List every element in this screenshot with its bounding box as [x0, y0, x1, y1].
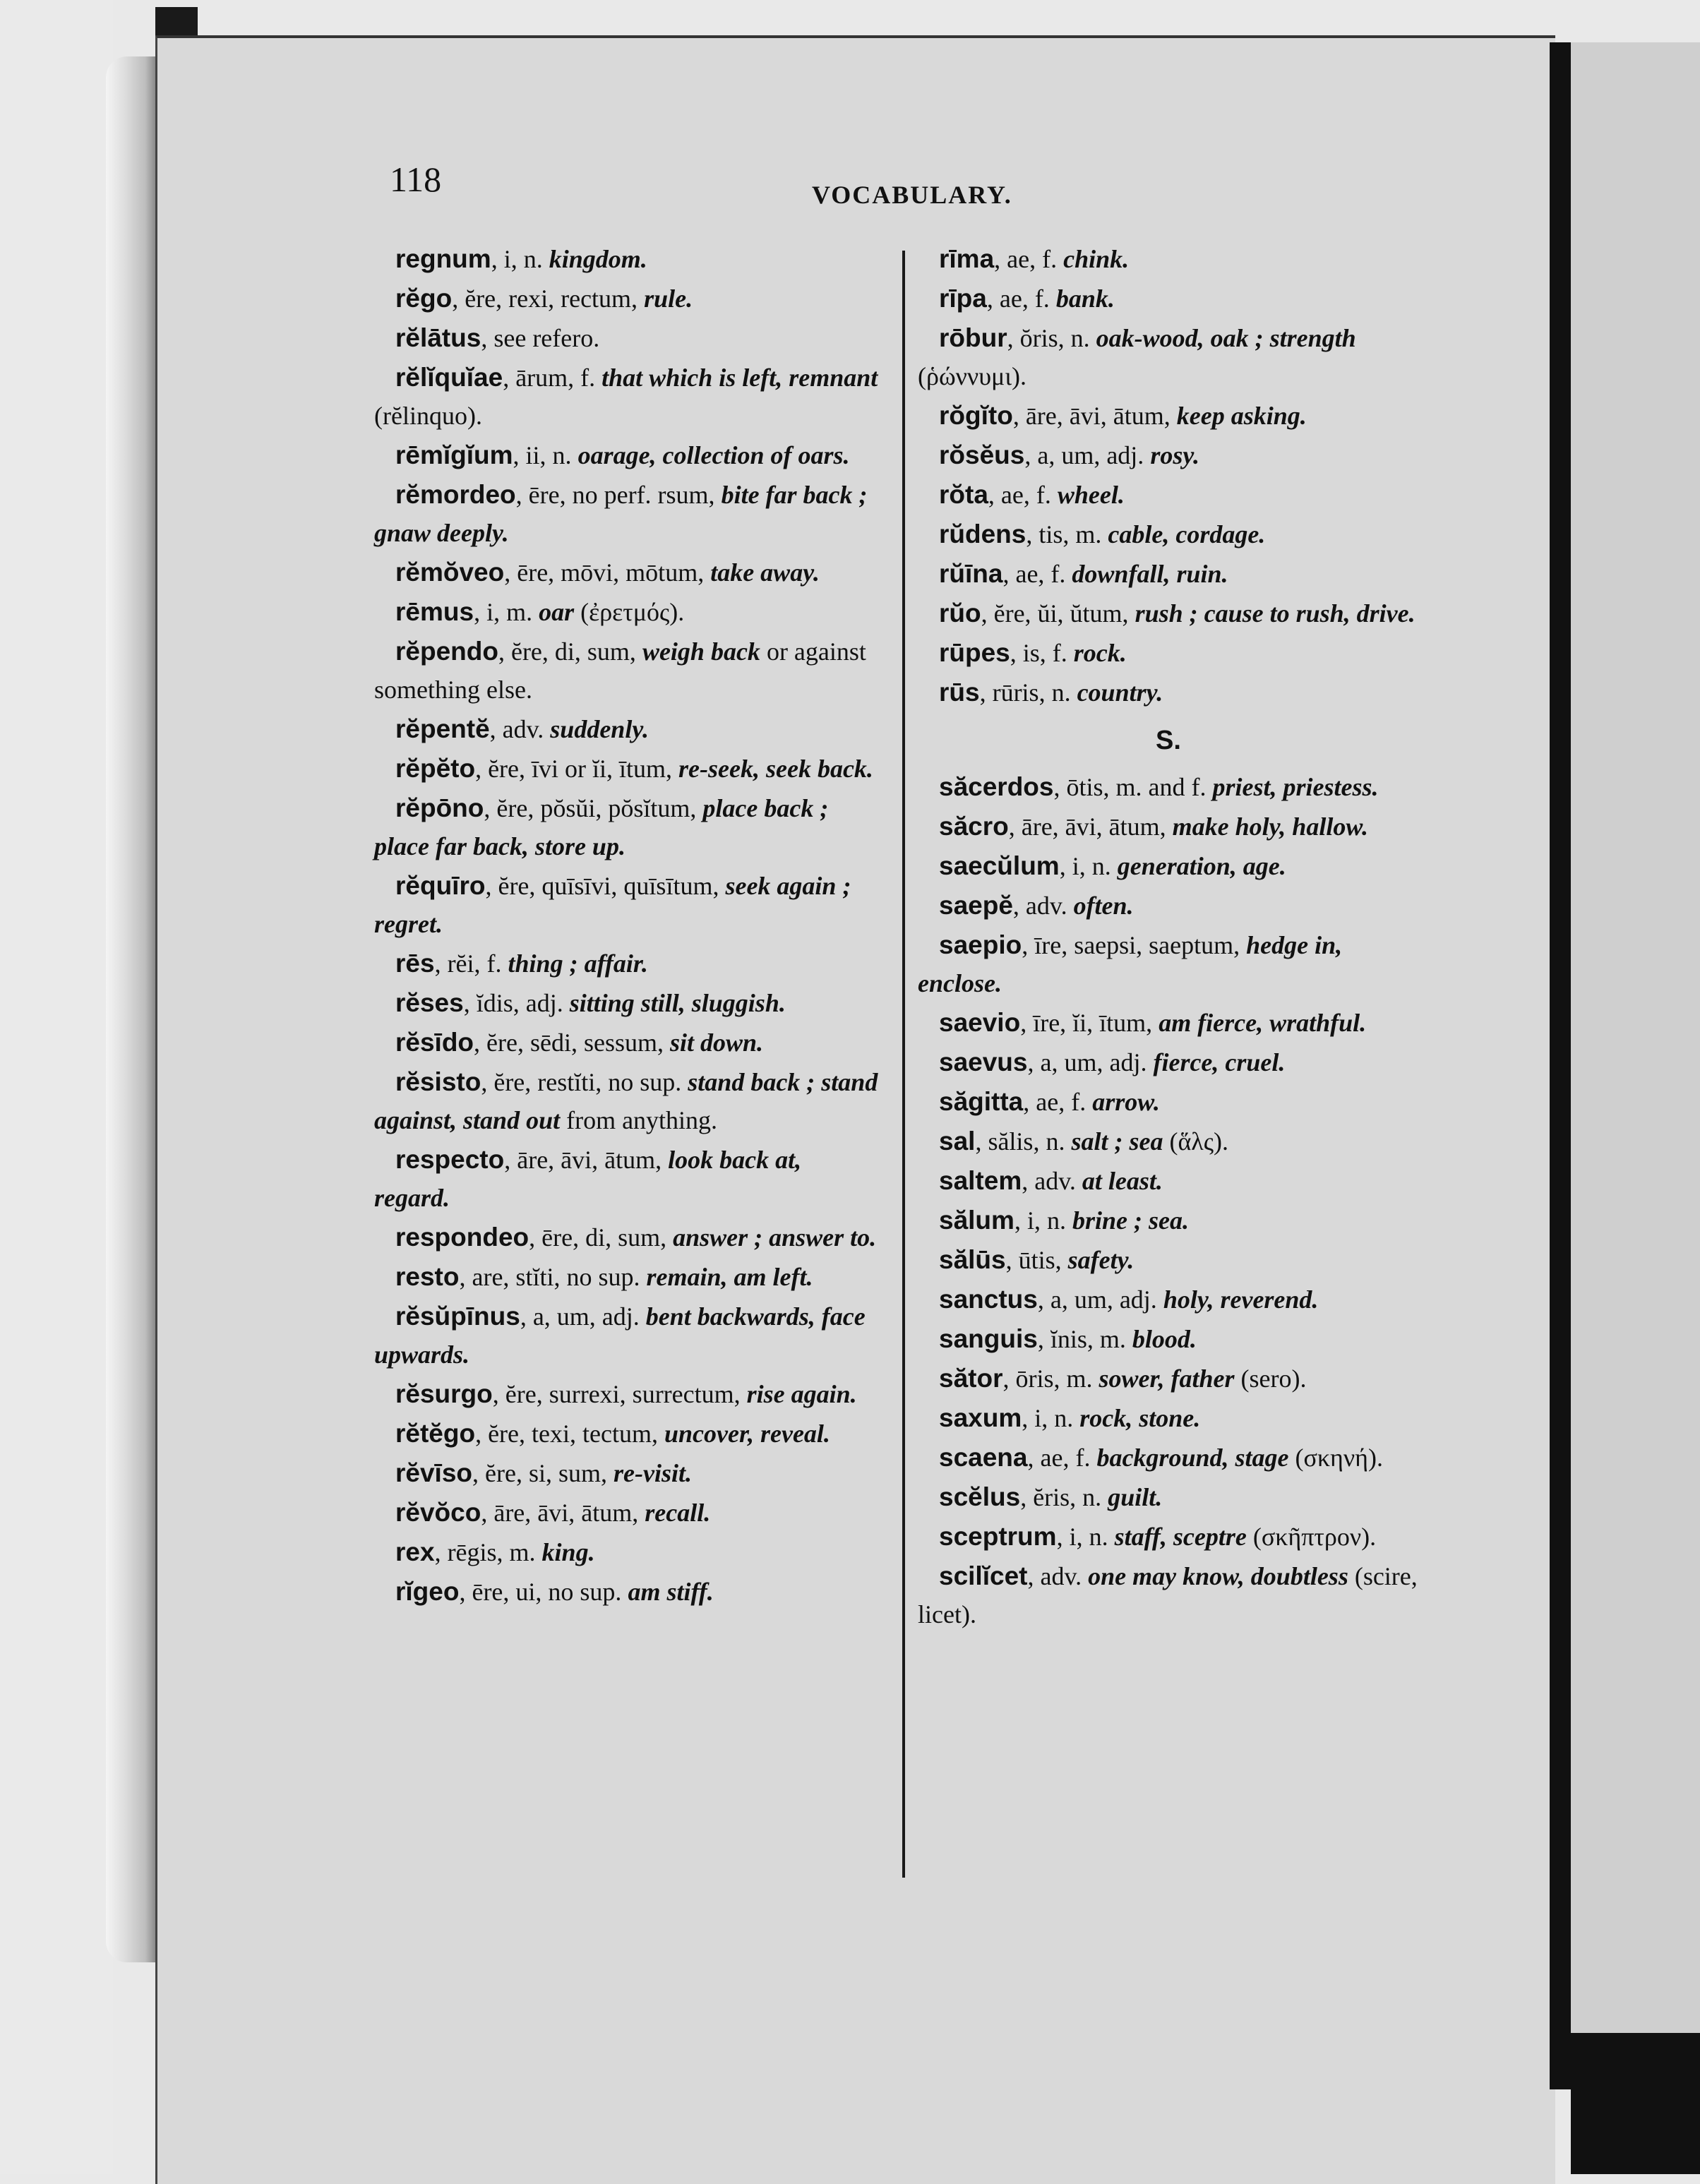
entry-headword: rŏgĭto: [939, 401, 1013, 430]
entry-definition: safety.: [1067, 1246, 1135, 1274]
entry-grammar: , ĕre, ŭi, ŭtum,: [981, 599, 1135, 628]
entry-definition: priest, priestess.: [1212, 773, 1379, 801]
vocab-entry: [374, 1024, 882, 1062]
entry-headword: sălum: [939, 1206, 1014, 1235]
vocab-entry: [918, 1201, 1419, 1240]
entry-grammar: , īre, ĭi, ītum,: [1020, 1009, 1159, 1037]
entry-headword: resto: [395, 1262, 460, 1291]
entry-grammar: , ārum, f.: [503, 364, 602, 392]
vocab-entry: [918, 1241, 1419, 1279]
entry-definition: make holy, hallow.: [1172, 812, 1369, 841]
entry-grammar: , ēre, ui, no sup.: [459, 1578, 628, 1606]
entry-headword: rĕses: [395, 988, 464, 1017]
entry-headword: săcro: [939, 812, 1009, 841]
entry-grammar: , ĕre, si, sum,: [472, 1459, 613, 1487]
entry-headword: saecŭlum: [939, 851, 1060, 880]
vocab-entry: [918, 280, 1419, 318]
entry-grammar: , see: [481, 324, 533, 352]
entry-grammar: , adv.: [489, 715, 551, 743]
vocab-entry: [918, 1320, 1419, 1358]
scan-corner-shadow: [1571, 2033, 1700, 2174]
entry-headword: respondeo: [395, 1223, 529, 1252]
entry-note: (ἅλς).: [1163, 1127, 1229, 1156]
entry-definition: hedge in, enclose.: [918, 931, 1343, 997]
vocab-entry: [918, 476, 1419, 514]
entry-headword: scĕlus: [939, 1482, 1021, 1511]
vocab-entry: [374, 1063, 882, 1139]
entry-note: (sero).: [1234, 1364, 1307, 1393]
entry-definition: seek again ; regret.: [374, 872, 851, 938]
vocab-entry: [918, 436, 1419, 474]
entry-definition: oarage, collection of oars.: [577, 441, 850, 469]
entry-headword: rīma: [939, 244, 995, 273]
book-binding-edge: [106, 56, 155, 1962]
vocab-entry: [918, 887, 1419, 925]
entry-grammar: , a, um, adj.: [1027, 1048, 1154, 1076]
entry-grammar: , a, um, adj.: [1037, 1285, 1163, 1314]
entry-definition: oak-wood, oak ; strength: [1096, 324, 1356, 352]
entry-grammar: , a, um, adj.: [1024, 441, 1151, 469]
vocab-entry: [918, 1360, 1419, 1398]
entry-definition: chink.: [1063, 245, 1130, 273]
entry-headword: rĕsīdo: [395, 1028, 474, 1057]
entry-headword: rĕpentĕ: [395, 714, 490, 743]
entry-definition: that which is left, remnant: [601, 364, 878, 392]
vocab-entry: [918, 1478, 1419, 1516]
entry-grammar: , ĕre, surrexi, surrectum,: [492, 1380, 747, 1408]
entry-headword: rĕsŭpīnus: [395, 1302, 520, 1331]
entry-headword: regnum: [395, 244, 491, 273]
entry-definition: brine ; sea.: [1072, 1206, 1189, 1235]
entry-definition: re-visit.: [613, 1459, 692, 1487]
entry-definition: bank.: [1055, 284, 1115, 313]
vocab-entry: [918, 847, 1419, 885]
entry-definition: stand back ; stand against, stand out: [374, 1068, 878, 1134]
entry-grammar: , ĕre, rexi, rectum,: [452, 284, 645, 313]
entry-grammar: , ōtis, m. and f.: [1053, 773, 1213, 801]
entry-headword: sălūs: [939, 1245, 1006, 1274]
entry-definition: suddenly.: [550, 715, 649, 743]
entry-definition: at least.: [1082, 1167, 1163, 1195]
vocab-entry: [374, 710, 882, 748]
entry-grammar: , sălis, n.: [975, 1127, 1072, 1156]
vocab-entry: [918, 594, 1419, 632]
entry-headword: sanctus: [939, 1285, 1038, 1314]
entry-definition: downfall, ruin.: [1072, 560, 1228, 588]
vocab-entry: [918, 1280, 1419, 1319]
entry-definition: king.: [541, 1538, 595, 1566]
entry-note: refero.: [532, 324, 600, 352]
entry-grammar: , ĕre, īvi or ĭi, ītum,: [475, 755, 679, 783]
entry-headword: rĕmordeo: [395, 480, 516, 509]
entry-definition: kingdom.: [549, 245, 647, 273]
entry-definition: arrow.: [1092, 1088, 1160, 1116]
entry-grammar: , rēgis, m.: [434, 1538, 542, 1566]
vocab-entry: [918, 515, 1419, 553]
entry-headword: sal: [939, 1127, 976, 1156]
entry-headword: rĕmŏveo: [395, 558, 505, 587]
entry-grammar: , ūtis,: [1005, 1246, 1068, 1274]
entry-headword: rex: [395, 1537, 435, 1566]
entry-headword: saepio: [939, 930, 1022, 959]
entry-definition: sower, father: [1099, 1364, 1235, 1393]
entry-headword: sător: [939, 1364, 1003, 1393]
vocab-entry: [918, 1399, 1419, 1437]
entry-headword: rĭgeo: [395, 1577, 460, 1606]
entry-note: or against something else.: [374, 637, 866, 704]
entry-grammar: , ii, n.: [513, 441, 578, 469]
entry-definition: rule.: [644, 284, 693, 313]
vocab-entry: [918, 240, 1419, 278]
entry-headword: saevus: [939, 1048, 1028, 1076]
vocab-entry: [374, 1218, 882, 1256]
entry-grammar: , tis, m.: [1026, 520, 1108, 548]
entry-grammar: , īre, saepsi, saeptum,: [1022, 931, 1247, 959]
entry-definition: generation, age.: [1117, 852, 1286, 880]
entry-grammar: , ĕris, n.: [1020, 1483, 1108, 1511]
entry-note: (σκηνή).: [1288, 1444, 1383, 1472]
running-head: VOCABULARY.: [812, 181, 1012, 209]
vocab-entry: [374, 436, 882, 474]
entry-headword: saxum: [939, 1403, 1022, 1432]
entry-grammar: , ĕre, quīsīvi, quīsītum,: [485, 872, 726, 900]
entry-grammar: , i, n.: [491, 245, 549, 273]
vocab-entry: [918, 1083, 1419, 1121]
entry-grammar: , ae, f.: [1023, 1088, 1093, 1116]
entry-headword: scaena: [939, 1443, 1028, 1472]
vocab-entry: [918, 1557, 1419, 1633]
entry-definition: rock, stone.: [1079, 1404, 1201, 1432]
entry-definition: thing ; affair.: [508, 949, 648, 978]
entry-grammar: , i, m.: [474, 598, 539, 626]
vocab-entry: [918, 1043, 1419, 1081]
column-divider: [902, 251, 905, 1878]
entry-headword: săcerdos: [939, 772, 1054, 801]
entry-note: from anything.: [560, 1106, 718, 1134]
entry-headword: rĕsurgo: [395, 1379, 493, 1408]
entry-grammar: , ĭnis, m.: [1037, 1325, 1132, 1353]
vocab-entry: [374, 1258, 882, 1296]
entry-definition: sitting still, sluggish.: [569, 989, 786, 1017]
entry-headword: sceptrum: [939, 1522, 1057, 1551]
entry-definition: am stiff.: [628, 1578, 714, 1606]
entry-headword: rŭdens: [939, 520, 1026, 548]
entry-definition: uncover, reveal.: [664, 1420, 830, 1448]
vocab-entry: [918, 397, 1419, 435]
entry-definition: staff, sceptre: [1114, 1523, 1247, 1551]
entry-grammar: , ae, f.: [986, 284, 1056, 313]
vocab-entry: [374, 359, 882, 435]
entry-grammar: , āre, āvi, ātum,: [1008, 812, 1173, 841]
vocab-entry: [374, 1141, 882, 1217]
entry-note: (σκῆπτρον).: [1246, 1523, 1377, 1551]
entry-headword: rēmus: [395, 597, 474, 626]
entry-definition: bite far back ; gnaw deeply.: [374, 481, 868, 547]
entry-definition: rush ; cause to rush, drive.: [1135, 599, 1415, 628]
entry-headword: rĕvŏco: [395, 1498, 481, 1527]
entry-definition: cable, cordage.: [1108, 520, 1266, 548]
vocab-entry: [374, 1494, 882, 1532]
entry-grammar: , ĕre, pŏsŭi, pŏsĭtum,: [484, 794, 703, 822]
entry-grammar: , i, n.: [1059, 852, 1118, 880]
vocab-entry: [374, 1533, 882, 1571]
vocab-entry: [374, 280, 882, 318]
vocab-entry: [918, 768, 1419, 806]
vocab-entry: [374, 632, 882, 709]
entry-grammar: , ōris, m.: [1002, 1364, 1099, 1393]
entry-grammar: , rĕi, f.: [434, 949, 508, 978]
vocab-entry: [374, 984, 882, 1022]
entry-headword: rūs: [939, 678, 980, 707]
entry-grammar: , ēre, no perf. rsum,: [515, 481, 722, 509]
entry-definition: rock.: [1073, 639, 1127, 667]
vocab-entry: [374, 789, 882, 865]
entry-grammar: , rūris, n.: [979, 678, 1077, 707]
entry-grammar: , i, n.: [1056, 1523, 1115, 1551]
entry-definition: place back ; place far back, store up.: [374, 794, 829, 860]
entry-headword: rūpes: [939, 638, 1010, 667]
vocab-entry: [918, 555, 1419, 593]
entry-definition: keep asking.: [1176, 402, 1307, 430]
entry-grammar: , ĕre, sēdi, sessum,: [474, 1028, 670, 1057]
entry-headword: saepĕ: [939, 891, 1013, 920]
entry-headword: scilĭcet: [939, 1561, 1028, 1590]
entry-grammar: , ŏris, n.: [1007, 324, 1096, 352]
section-letter-heading: S.: [1156, 726, 1181, 755]
entry-headword: rŭīna: [939, 559, 1003, 588]
entry-definition: often.: [1073, 892, 1134, 920]
entry-grammar: , ĭdis, adj.: [463, 989, 570, 1017]
entry-definition: one may know, doubtless: [1088, 1562, 1348, 1590]
entry-definition: background, stage: [1096, 1444, 1289, 1472]
vocab-entry: [374, 476, 882, 552]
vocab-entry: [918, 808, 1419, 846]
entry-definition: recall.: [645, 1499, 711, 1527]
entry-definition: remain, am left.: [646, 1263, 813, 1291]
entry-grammar: , āre, āvi, ātum,: [504, 1146, 669, 1174]
right-column: [918, 240, 1419, 1635]
vocab-entry: [374, 1375, 882, 1413]
entry-headword: rīpa: [939, 284, 987, 313]
vocab-entry: [918, 1439, 1419, 1477]
entry-headword: rĕquīro: [395, 871, 486, 900]
entry-grammar: , ae, f.: [1027, 1444, 1097, 1472]
entry-grammar: , ēre, mōvi, mōtum,: [504, 558, 711, 587]
entry-definition: salt ; sea: [1071, 1127, 1163, 1156]
vocab-entry: [918, 1004, 1419, 1042]
entry-headword: rēmĭgĭum: [395, 440, 513, 469]
entry-grammar: , adv.: [1022, 1167, 1082, 1195]
entry-definition: weigh back: [642, 637, 760, 666]
entry-note: (ἐρετμός).: [574, 598, 685, 626]
entry-headword: rĕlĭquĭae: [395, 363, 503, 392]
vocab-entry: [374, 867, 882, 943]
vocab-entry: [374, 1573, 882, 1611]
entry-headword: rĕgo: [395, 284, 453, 313]
vocab-entry: [918, 1122, 1419, 1160]
entry-headword: rŭo: [939, 599, 981, 628]
entry-grammar: , adv.: [1027, 1562, 1089, 1590]
vocab-entry: [918, 319, 1419, 395]
entry-definition: re-seek, seek back.: [678, 755, 873, 783]
vocab-entry: [918, 634, 1419, 672]
entry-grammar: , ēre, di, sum,: [529, 1223, 674, 1252]
entry-grammar: , ĕre, texi, tectum,: [475, 1420, 664, 1448]
entry-headword: rŏta: [939, 480, 988, 509]
entry-grammar: , are, stĭti, no sup.: [459, 1263, 647, 1291]
entry-note: (scire, licet).: [918, 1562, 1418, 1628]
entry-headword: respecto: [395, 1145, 505, 1174]
entry-definition: answer ; answer to.: [673, 1223, 877, 1252]
entry-grammar: , ae, f.: [988, 481, 1058, 509]
page-number: 118: [390, 160, 442, 199]
vocab-entry: [374, 553, 882, 592]
entry-headword: rōbur: [939, 323, 1007, 352]
vocab-entry: [374, 1415, 882, 1453]
facing-page-edge: [1571, 42, 1700, 2075]
entry-definition: wheel.: [1057, 481, 1125, 509]
vocab-entry: [918, 673, 1419, 712]
entry-grammar: , ĕre, restĭti, no sup.: [481, 1068, 688, 1096]
entry-grammar: , i, n.: [1014, 1206, 1072, 1235]
left-column: [374, 240, 882, 1612]
entry-definition: guilt.: [1108, 1483, 1163, 1511]
entry-headword: rĕpendo: [395, 637, 498, 666]
vocab-entry: [374, 944, 882, 983]
entry-definition: take away.: [710, 558, 820, 587]
entry-headword: săgitta: [939, 1087, 1024, 1116]
entry-definition: oar: [539, 598, 575, 626]
vocab-entry: [918, 1518, 1419, 1556]
entry-headword: rĕtĕgo: [395, 1419, 476, 1448]
entry-headword: saltem: [939, 1166, 1022, 1195]
entry-grammar: , a, um, adj.: [520, 1302, 646, 1331]
vocab-entry: [374, 240, 882, 278]
entry-definition: am fierce, wrathful.: [1159, 1009, 1367, 1037]
entry-definition: blood.: [1132, 1325, 1197, 1353]
entry-grammar: , ĕre, di, sum,: [498, 637, 642, 666]
entry-headword: rŏsĕus: [939, 440, 1025, 469]
vocab-entry: [374, 1454, 882, 1492]
entry-headword: saevio: [939, 1008, 1021, 1037]
entry-grammar: , āre, āvi, ātum,: [1012, 402, 1177, 430]
entry-grammar: , i, n.: [1022, 1404, 1080, 1432]
entry-grammar: , adv.: [1012, 892, 1074, 920]
vocab-entry: [374, 593, 882, 631]
entry-definition: bent backwards, face upwards.: [374, 1302, 866, 1369]
vocab-entry: [374, 319, 882, 357]
entry-definition: sit down.: [670, 1028, 764, 1057]
entry-grammar: , āre, āvi, ātum,: [481, 1499, 645, 1527]
scan-background: [0, 0, 113, 2174]
entry-headword: rĕlātus: [395, 323, 481, 352]
entry-definition: fierce, cruel.: [1153, 1048, 1286, 1076]
entry-headword: rĕsisto: [395, 1067, 481, 1096]
entry-definition: rise again.: [746, 1380, 857, 1408]
entry-note: (ῥώννυμι).: [918, 362, 1027, 390]
vocab-entry: [374, 1297, 882, 1374]
entry-definition: rosy.: [1150, 441, 1199, 469]
vocab-entry: [918, 1162, 1419, 1200]
entry-headword: rĕpōno: [395, 793, 484, 822]
entry-grammar: , ae, f.: [994, 245, 1064, 273]
entry-headword: rēs: [395, 949, 435, 978]
entry-grammar: , is, f.: [1010, 639, 1074, 667]
entry-note: (rĕlinquo).: [374, 402, 482, 430]
entry-definition: country.: [1077, 678, 1163, 707]
page-gutter-shadow: [1550, 42, 1571, 2089]
entry-definition: look back at, regard.: [374, 1146, 802, 1212]
entry-headword: rĕvīso: [395, 1458, 473, 1487]
vocab-entry: [374, 750, 882, 788]
vocab-entry: [918, 926, 1419, 1002]
entry-headword: rĕpĕto: [395, 754, 476, 783]
entry-definition: holy, reverend.: [1163, 1285, 1319, 1314]
entry-headword: sanguis: [939, 1324, 1038, 1353]
entry-grammar: , ae, f.: [1002, 560, 1072, 588]
